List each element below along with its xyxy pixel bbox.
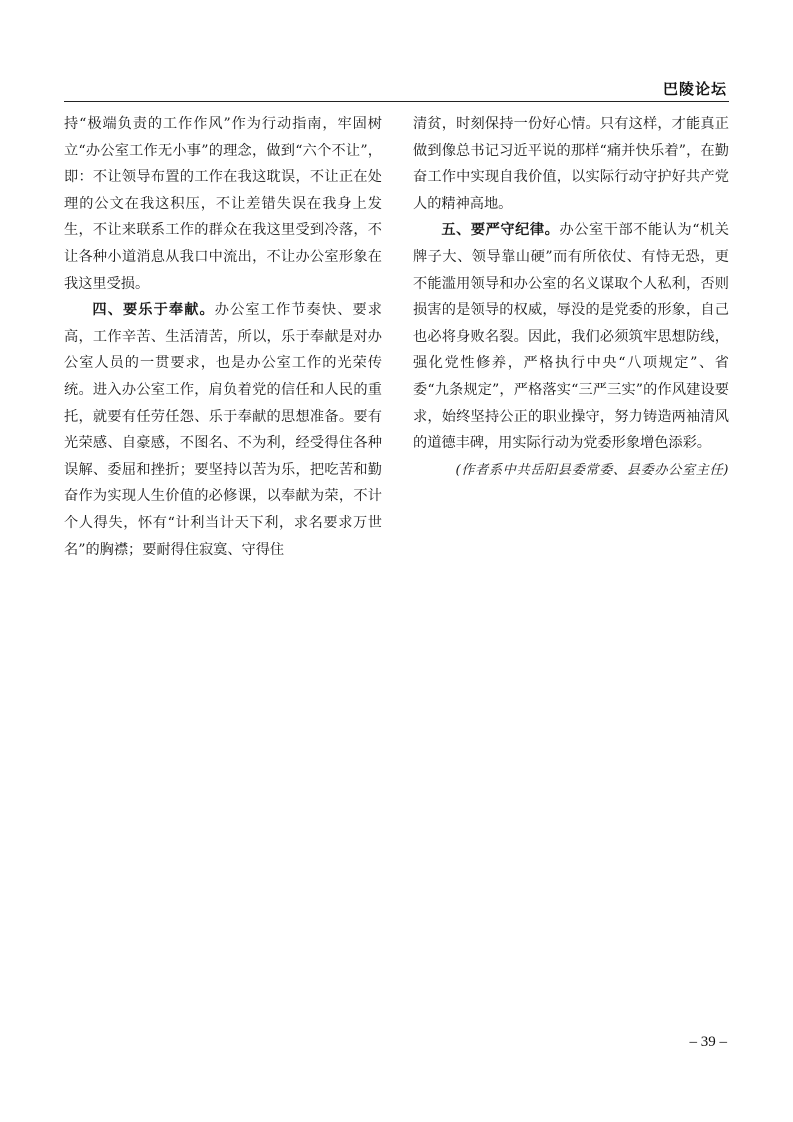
section-5-heading: 五、要严守纪律。: [441, 222, 560, 239]
section-4-body: 办公室工作节奏快、要求高，工作辛苦、生活清苦，所以，乐于奉献是对办公室人员的一贯要求，也是办公室工作的光荣传统。进入办公室工作，肩负着党的信任和人民的重托，就要有任劳任怨、乐于奉献的思想准备。要有光荣感、自豪感，不图名、不为利，经受得住各种误解、委屈和挫折；要坚持以苦为乐，把吃苦和勤奋作为实现人生价值的必修课，以奉献为荣，不计个人得失，怀有“计利当计天下利，求名要求万世名”的胸襟；要耐得住寂寞、守得住: [64, 302, 382, 558]
header-rule: [64, 101, 729, 102]
page-number: – 39 –: [689, 1034, 727, 1050]
section-5-paragraph: [413, 217, 729, 456]
section-5-body: 办公室干部不能认为“机关牌子大、领导靠山硬”而有所依仗、有恃无恐，更不能滥用领导和办公室的名义谋取个人私利，否则损害的是领导的权威，辱没的是党委的形象，自己也必将身败名裂。因此，我们必须筑牢思想防线，强化党性修养，严格执行中央“八项规定”、省委“九条规定”，严格落实“三严三实”的作风建设要求，始终坚持公正的职业操守，努力铸造两袖清风的道德丰碑，用实际行动为党委形象增色添彩。: [413, 222, 729, 452]
paragraph-continued-right: 清贫，时刻保持一份好心情。只有这样，才能真正做到像总书记习近平说的那样“痛并快乐着”，在勤奋工作中实现自我价值，以实际行动守护好共产党人的精神高地。: [413, 116, 729, 212]
section-4-heading: 四、要乐于奉献。: [92, 302, 215, 319]
right-column: [413, 111, 729, 484]
left-column: [64, 111, 382, 563]
author-byline: (作者系中共岳阳县委常委、县委办公室主任): [455, 462, 729, 478]
paragraph-continued: 持“极端负责的工作作风”作为行动指南，牢固树立“办公室工作无小事”的理念，做到“六个不让”，即：不让领导布置的工作在我这耽误，不让正在处理的公文在我这积压，不让差错失误在我身上发生，不让来联系工作的群众在我这里受到冷落，不让各种小道消息从我口中流出，不让办公室形象在我这里受损。: [64, 116, 382, 292]
section-4-paragraph: [64, 297, 382, 563]
journal-title: 巴陵论坛: [662, 80, 727, 98]
